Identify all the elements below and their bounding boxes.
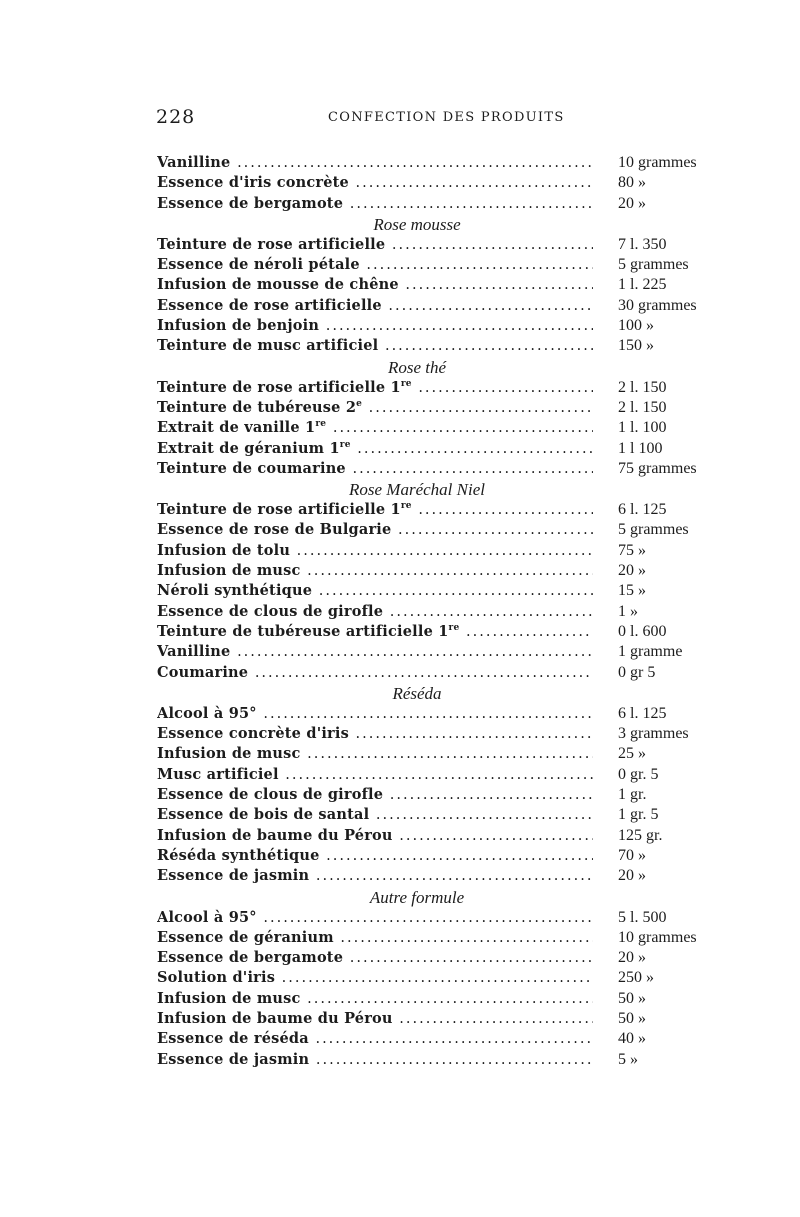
ingredient-name-text: Coumarine — [157, 663, 249, 681]
ingredient-name — [157, 989, 593, 1009]
ingredient-row — [157, 765, 702, 785]
ingredient-row — [157, 418, 702, 438]
ingredient-row — [157, 704, 702, 724]
ingredient-name-text: Essence de bois de santal — [157, 806, 370, 824]
ingredient-superscript: re — [400, 501, 412, 512]
ingredient-quantity: 20 » — [618, 867, 646, 885]
ingredient-name — [157, 1009, 593, 1029]
ingredient-row — [157, 378, 702, 398]
section-title: Rose Maréchal Niel — [349, 480, 485, 500]
ingredient-name-text: Vanilline — [157, 643, 231, 661]
ingredient-name-text: Essence de jasmin — [157, 867, 310, 885]
ingredient-quantity: 50 » — [618, 989, 646, 1007]
ingredient-quantity: 1 gr. — [618, 786, 647, 804]
ingredient-name-text: Infusion de musc — [157, 745, 301, 763]
ingredient-row — [157, 805, 702, 825]
ingredient-row — [157, 439, 702, 459]
ingredient-name — [157, 194, 593, 214]
ingredient-name-text: Néroli synthétique — [157, 582, 313, 600]
ingredient-name — [157, 459, 593, 479]
ingredient-name-text: Alcool à 95° — [157, 908, 257, 926]
ingredient-name — [157, 805, 593, 825]
ingredient-quantity: 1 gramme — [618, 643, 683, 661]
ingredient-name-text: Teinture de rose artificielle — [157, 235, 386, 253]
section-title: Autre formule — [369, 887, 465, 907]
ingredient-quantity: 50 » — [618, 1009, 646, 1027]
ingredient-name — [157, 581, 593, 601]
ingredient-row — [157, 398, 702, 418]
ingredient-name-text: Essence de néroli pétale — [157, 256, 360, 274]
ingredient-quantity: 0 gr. 5 — [618, 765, 659, 783]
ingredient-quantity: 20 » — [618, 949, 646, 967]
ingredient-row — [157, 866, 702, 886]
ingredient-quantity: 75 grammes — [618, 459, 697, 477]
ingredient-name-text: Extrait de géranium 1 — [157, 439, 340, 457]
ingredient-name-text: Teinture de musc artificiel — [157, 337, 379, 355]
ingredient-name-text: Essence concrète d'iris — [157, 725, 349, 743]
ingredient-quantity: 2 l. 150 — [618, 398, 667, 416]
ingredient-name-text: Essence d'iris concrète — [157, 174, 349, 192]
ingredient-row — [157, 1050, 702, 1070]
ingredient-row — [157, 602, 702, 622]
ingredient-name-text: Infusion de mousse de chêne — [157, 276, 399, 294]
page-number: 228 — [156, 106, 196, 128]
ingredient-row — [157, 581, 702, 601]
ingredient-row — [157, 744, 702, 764]
ingredient-name — [157, 235, 593, 255]
ingredient-row — [157, 968, 702, 988]
ingredient-row — [157, 235, 702, 255]
ingredient-row — [157, 316, 702, 336]
ingredient-quantity: 1 » — [618, 602, 638, 620]
ingredient-name-text: Essence de jasmin — [157, 1050, 310, 1068]
ingredient-name — [157, 968, 593, 988]
ingredient-name-text: Infusion de benjoin — [157, 317, 320, 335]
ingredient-name-text: Infusion de musc — [157, 989, 301, 1007]
ingredient-row — [157, 846, 702, 866]
ingredient-quantity: 7 l. 350 — [618, 235, 667, 253]
ingredient-quantity: 5 » — [618, 1050, 638, 1068]
ingredient-name — [157, 642, 593, 662]
ingredient-name — [157, 336, 593, 356]
ingredient-quantity: 100 » — [618, 317, 654, 335]
ingredient-name — [157, 500, 593, 520]
ingredient-row — [157, 561, 702, 581]
ingredient-row — [157, 255, 702, 275]
ingredient-name — [157, 439, 593, 459]
ingredient-row — [157, 642, 702, 662]
ingredient-row — [157, 336, 702, 356]
ingredient-name-text: Infusion de baume du Pérou — [157, 1009, 393, 1027]
ingredient-row — [157, 1029, 702, 1049]
ingredient-name — [157, 948, 593, 968]
ingredient-name-text: Infusion de musc — [157, 562, 301, 580]
ingredient-name — [157, 602, 593, 622]
ingredient-name — [157, 622, 593, 642]
ingredient-superscript: e — [356, 399, 363, 410]
ingredient-name — [157, 826, 593, 846]
ingredient-quantity: 20 » — [618, 562, 646, 580]
ingredient-name-text: Infusion de tolu — [157, 541, 291, 559]
ingredient-quantity: 1 l 100 — [618, 439, 663, 457]
ingredient-name — [157, 398, 593, 418]
ingredient-quantity: 0 gr 5 — [618, 663, 656, 681]
ingredient-name-text: Essence de clous de girofle — [157, 786, 384, 804]
ingredient-name — [157, 866, 593, 886]
ingredient-quantity: 80 » — [618, 174, 646, 192]
ingredient-name-text: Extrait de vanille 1 — [157, 419, 316, 437]
ingredient-name — [157, 316, 593, 336]
ingredient-name — [157, 1050, 593, 1070]
ingredient-name — [157, 1029, 593, 1049]
ingredient-name-text: Solution d'iris — [157, 969, 276, 987]
ingredient-superscript: re — [339, 439, 351, 450]
ingredient-quantity: 40 » — [618, 1030, 646, 1048]
ingredient-name-text: Vanilline — [157, 154, 231, 171]
ingredient-row — [157, 622, 702, 642]
ingredient-quantity: 20 » — [618, 194, 646, 212]
ingredient-row — [157, 194, 702, 214]
ingredient-row — [157, 663, 702, 683]
ingredient-name-text: Teinture de coumarine — [157, 459, 346, 477]
ingredient-name — [157, 785, 593, 805]
ingredient-name — [157, 663, 593, 683]
ingredient-quantity: 2 l. 150 — [618, 378, 667, 396]
ingredient-row — [157, 500, 702, 520]
ingredient-name — [157, 704, 593, 724]
ingredient-row — [157, 1009, 702, 1029]
ingredient-row — [157, 541, 702, 561]
ingredient-name-text: Essence de rose artificielle — [157, 296, 382, 314]
ingredient-name-text: Essence de rose de Bulgarie — [157, 521, 392, 539]
ingredient-quantity: 25 » — [618, 745, 646, 763]
ingredient-name — [157, 520, 593, 540]
ingredient-quantity: 30 grammes — [618, 296, 697, 314]
ingredient-name-text: Teinture de rose artificielle 1 — [157, 501, 401, 519]
ingredient-name — [157, 378, 593, 398]
ingredient-row — [157, 275, 702, 295]
ingredient-row — [157, 826, 702, 846]
ingredient-row — [157, 908, 702, 928]
ingredient-name — [157, 541, 593, 561]
ingredient-name-text: Essence de clous de girofle — [157, 602, 384, 620]
ingredient-name-text: Teinture de tubéreuse 2 — [157, 398, 357, 416]
ingredient-row — [157, 948, 702, 968]
ingredient-name-text: Infusion de baume du Pérou — [157, 826, 393, 844]
ingredient-row — [157, 785, 702, 805]
ingredient-superscript: re — [400, 378, 412, 389]
ingredient-row — [157, 153, 702, 173]
ingredient-quantity: 70 » — [618, 846, 646, 864]
ingredient-row — [157, 724, 702, 744]
ingredient-name — [157, 255, 593, 275]
ingredient-name-text: Essence de bergamote — [157, 949, 344, 967]
ingredient-name — [157, 418, 593, 438]
ingredient-name — [157, 296, 593, 316]
ingredient-quantity: 10 grammes — [618, 154, 697, 171]
ingredient-name — [157, 846, 593, 866]
ingredient-name — [157, 765, 593, 785]
ingredient-quantity: 10 grammes — [618, 928, 697, 946]
ingredient-row — [157, 296, 702, 316]
ingredient-name-text: Alcool à 95° — [157, 704, 257, 722]
ingredient-row — [157, 459, 702, 479]
ingredient-quantity: 150 » — [618, 337, 654, 355]
ingredient-name — [157, 561, 593, 581]
ingredient-name-text: Essence de réséda — [157, 1030, 309, 1048]
ingredient-row — [157, 173, 702, 193]
ingredient-name — [157, 275, 593, 295]
ingredient-name-text: Teinture de rose artificielle 1 — [157, 378, 401, 396]
ingredient-quantity: 125 gr. — [618, 826, 663, 844]
ingredient-superscript: re — [315, 419, 327, 430]
ingredient-name-text: Réséda synthétique — [157, 846, 320, 864]
ingredient-name-text: Musc artificiel — [157, 765, 279, 783]
ingredient-name — [157, 928, 593, 948]
ingredient-quantity: 0 l. 600 — [618, 622, 667, 640]
ingredient-superscript: re — [448, 623, 460, 634]
ingredient-row — [157, 928, 702, 948]
ingredient-quantity: 75 » — [618, 541, 646, 559]
ingredient-quantity: 1 l. 100 — [618, 419, 667, 437]
ingredient-quantity: 6 l. 125 — [618, 704, 667, 722]
ingredient-quantity: 1 gr. 5 — [618, 806, 659, 824]
ingredient-quantity: 5 l. 500 — [618, 908, 667, 926]
ingredient-quantity: 5 grammes — [618, 256, 689, 274]
ingredient-name — [157, 173, 593, 193]
ingredient-quantity: 3 grammes — [618, 725, 689, 743]
ingredient-name-text: Teinture de tubéreuse artificielle 1 — [157, 622, 449, 640]
ingredient-name — [157, 724, 593, 744]
section-title: Rose thé — [387, 357, 447, 377]
ingredient-name-text: Essence de bergamote — [157, 194, 344, 212]
ingredient-quantity: 15 » — [618, 582, 646, 600]
running-title: CONFECTION DES PRODUITS — [328, 110, 565, 125]
ingredient-name-text: Essence de géranium — [157, 928, 334, 946]
ingredient-name — [157, 908, 593, 928]
ingredient-quantity: 1 l. 225 — [618, 276, 667, 294]
ingredient-quantity: 250 » — [618, 969, 654, 987]
ingredient-row — [157, 520, 702, 540]
section-title: Rose mousse — [373, 214, 461, 234]
ingredient-quantity: 6 l. 125 — [618, 501, 667, 519]
recipe-list — [157, 153, 702, 1070]
section-title: Réséda — [392, 683, 442, 703]
page-header — [156, 106, 696, 130]
ingredient-name — [157, 744, 593, 764]
ingredient-row — [157, 989, 702, 1009]
ingredient-name — [157, 153, 593, 173]
ingredient-quantity: 5 grammes — [618, 521, 689, 539]
